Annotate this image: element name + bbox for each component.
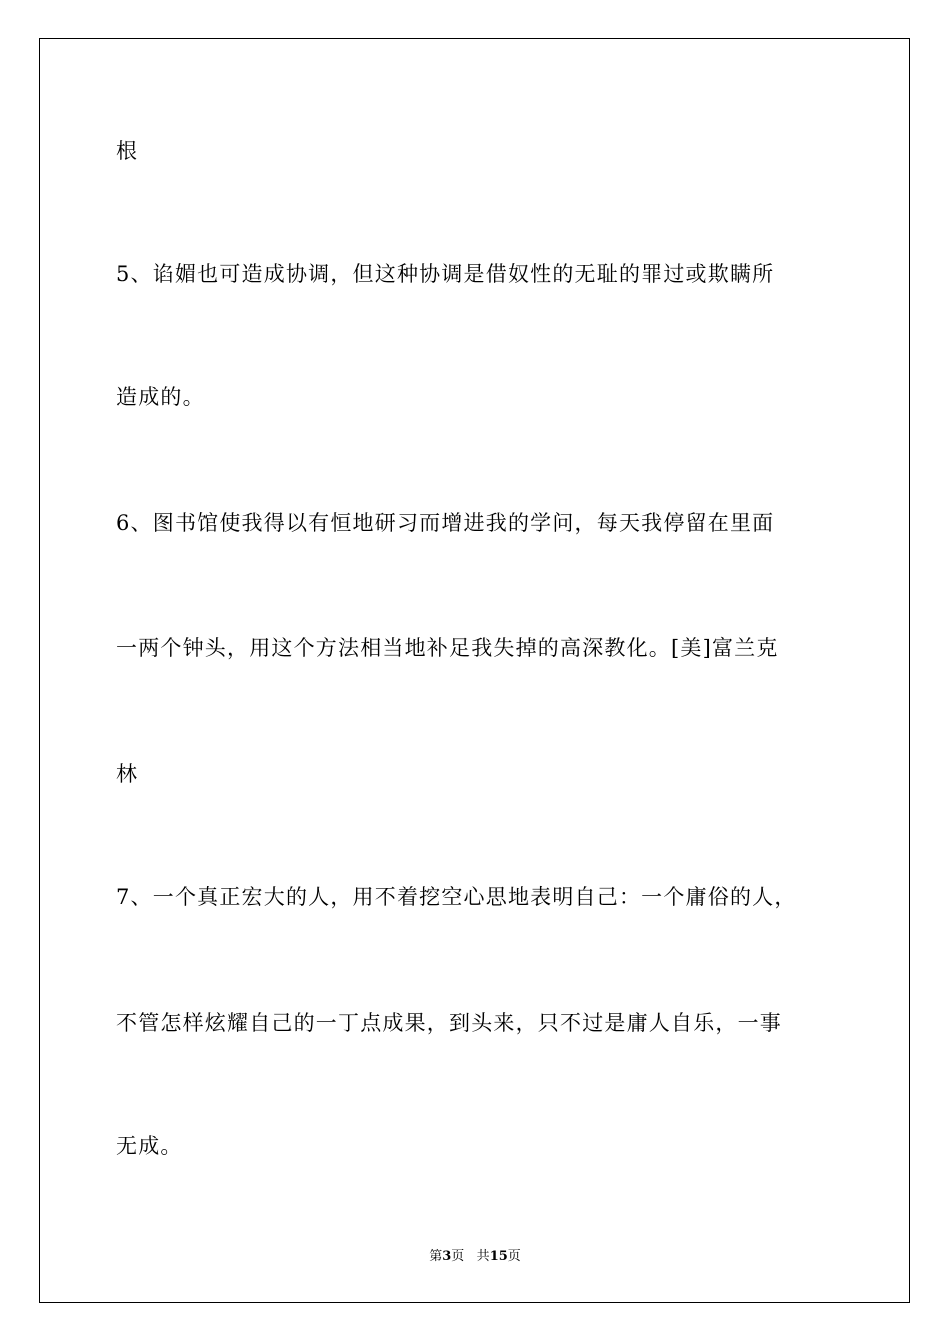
text-line-9: 无成。: [116, 1134, 183, 1158]
page-border: [39, 38, 910, 1303]
total-prefix: 共: [476, 1249, 490, 1264]
page-footer: [0, 1248, 950, 1266]
total-suffix: 页: [507, 1249, 521, 1264]
text-line-5: 一两个钟头，用这个方法相当地补足我失掉的高深教化。[美]富兰克: [116, 636, 779, 660]
text-line-8: 不管怎样炫耀自己的一丁点成果，到头来，只不过是庸人自乐，一事: [116, 1011, 782, 1035]
text-line-2: 5、谄媚也可造成协调，但这种协调是借奴性的无耻的罪过或欺瞒所: [116, 262, 775, 286]
text-line-6: 林: [116, 762, 139, 786]
text-line-1: 根: [116, 139, 139, 163]
text-line-4: 6、图书馆使我得以有恒地研习而增进我的学问，每天我停留在里面: [116, 511, 775, 535]
text-line-3: 造成的。: [116, 385, 205, 409]
text-line-7: 7、一个真正宏大的人，用不着挖空心思地表明自己：一个庸俗的人，: [116, 885, 797, 909]
total-pages: 15: [489, 1249, 508, 1264]
page-prefix: 第: [429, 1249, 443, 1264]
page-number: 3: [442, 1249, 452, 1264]
page-suffix: 页: [451, 1249, 465, 1264]
